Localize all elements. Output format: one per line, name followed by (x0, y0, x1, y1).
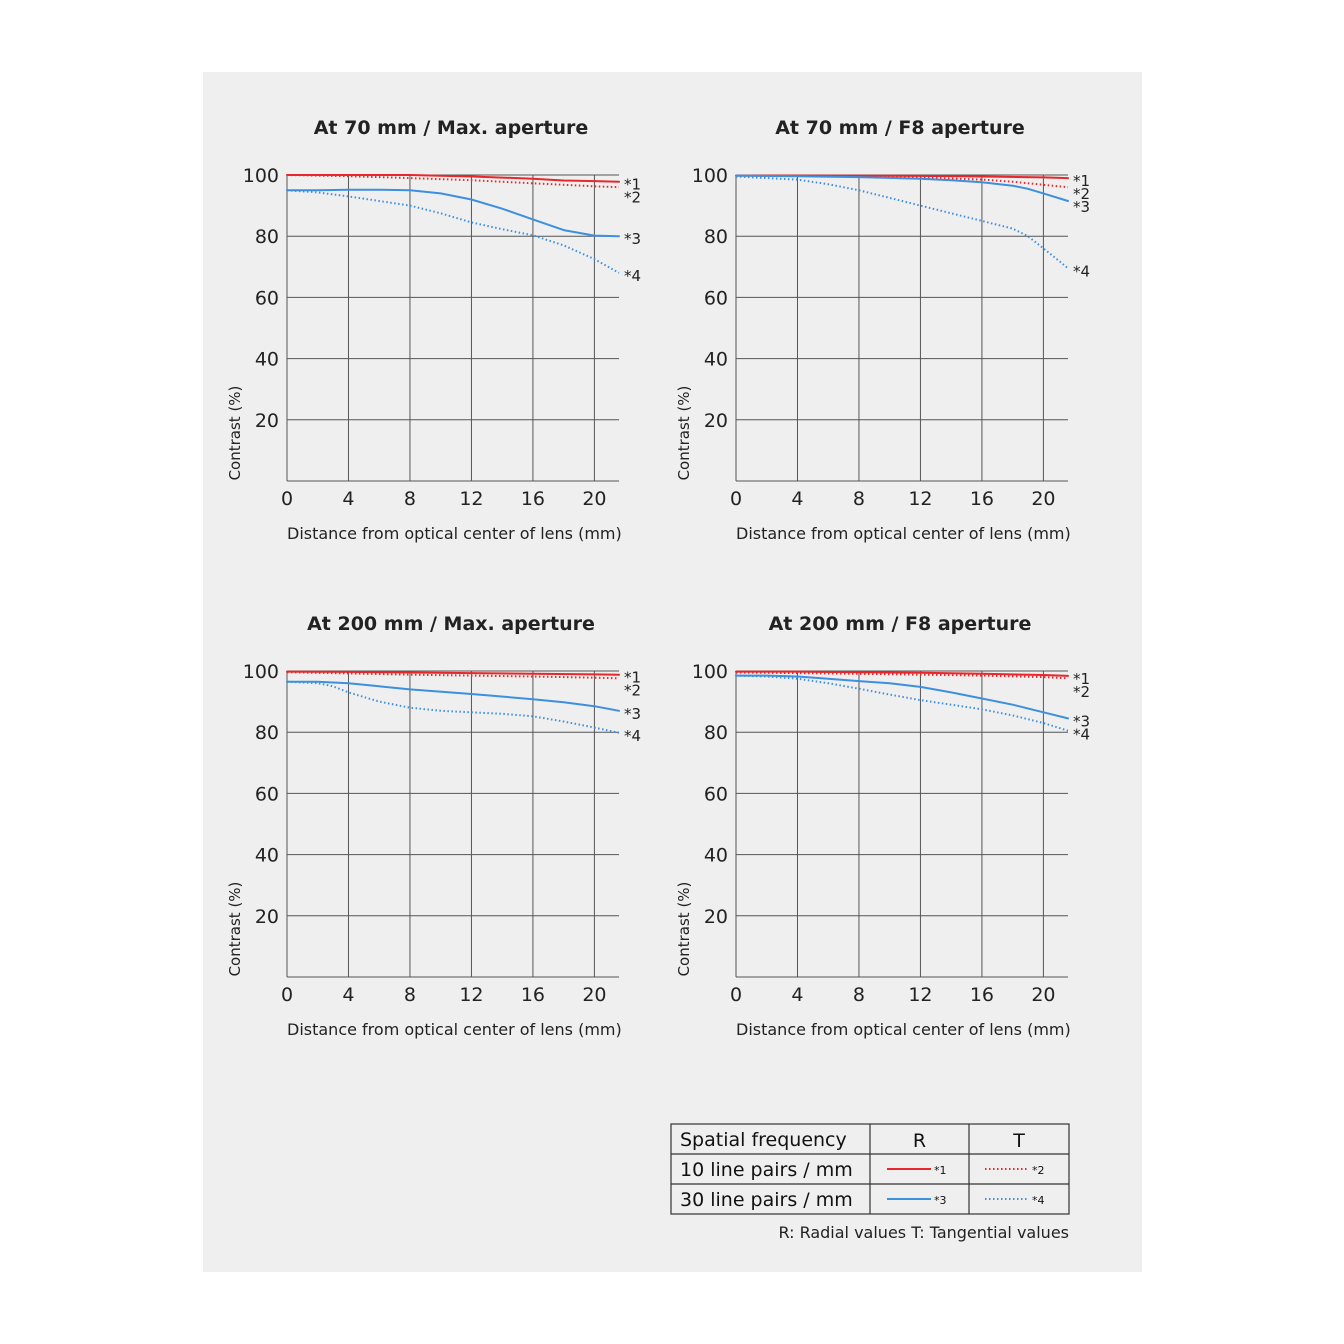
x-tick-label: 4 (342, 984, 355, 1006)
x-axis-label: Distance from optical center of lens (mm) (736, 524, 1071, 543)
x-tick-label: 4 (791, 488, 804, 510)
series-line-mark-3 (287, 682, 619, 711)
y-tick-label: 100 (242, 661, 279, 683)
series-end-label: *2 (624, 188, 642, 207)
legend-mark-tangential: *4 (1032, 1194, 1045, 1207)
legend-header-r: R (912, 1130, 927, 1152)
series-end-label: *1 (624, 668, 642, 687)
x-tick-label: 12 (908, 984, 933, 1006)
series-line-mark-3 (287, 190, 619, 237)
y-tick-label: 20 (703, 409, 728, 432)
x-tick-label: 12 (908, 488, 933, 510)
x-tick-label: 12 (459, 984, 484, 1006)
mtf-chart-2 (675, 117, 1090, 543)
series-end-label: *4 (624, 726, 642, 745)
x-tick-label: 4 (342, 488, 355, 510)
series-end-label: *1 (1073, 172, 1091, 191)
series-end-label: *2 (624, 681, 642, 700)
x-tick-label: 20 (1031, 488, 1056, 510)
x-tick-label: 8 (852, 488, 866, 510)
x-tick-label: 16 (520, 488, 546, 510)
series-line-mark-3 (736, 676, 1068, 719)
mtf-chart-1 (226, 117, 641, 543)
legend-note: R: Radial values T: Tangential values (778, 1223, 1069, 1242)
x-tick-label: 20 (582, 984, 607, 1006)
x-tick-label: 0 (280, 488, 294, 510)
legend-header-t: T (1013, 1130, 1025, 1152)
legend-mark-radial: *3 (934, 1194, 947, 1207)
chart-title: At 200 mm / F8 aperture (768, 613, 1032, 635)
series-line-mark-4 (287, 682, 619, 733)
y-tick-label: 100 (691, 165, 728, 187)
series-line-mark-3 (736, 176, 1068, 201)
legend-mark-tangential: *2 (1032, 1164, 1045, 1177)
x-tick-label: 20 (1031, 984, 1056, 1006)
series-line-mark-4 (736, 177, 1068, 269)
y-tick-label: 100 (242, 165, 279, 187)
y-tick-label: 60 (254, 287, 279, 310)
y-axis-label: Contrast (%) (675, 385, 693, 481)
x-tick-label: 20 (582, 488, 607, 510)
y-axis-label: Contrast (%) (675, 881, 693, 977)
x-tick-label: 0 (280, 984, 294, 1006)
y-tick-label: 60 (703, 287, 728, 310)
x-tick-label: 8 (403, 488, 417, 510)
legend-row-label: 10 line pairs / mm (680, 1159, 853, 1181)
series-end-label: *3 (624, 704, 642, 723)
x-tick-label: 0 (729, 984, 743, 1006)
series-line-mark-1 (287, 672, 619, 675)
series-end-label: *2 (1073, 682, 1091, 701)
series-end-label: *4 (624, 266, 642, 285)
legend-table (671, 1124, 1069, 1214)
y-tick-label: 60 (254, 783, 279, 806)
series-end-label: *4 (1073, 262, 1091, 281)
y-tick-label: 80 (254, 722, 279, 745)
y-tick-label: 40 (703, 348, 728, 371)
x-tick-label: 4 (791, 984, 804, 1006)
x-tick-label: 16 (969, 488, 995, 510)
chart-title: At 200 mm / Max. aperture (307, 613, 595, 635)
series-end-label: *3 (1073, 712, 1091, 731)
y-tick-label: 60 (703, 783, 728, 806)
x-axis-label: Distance from optical center of lens (mm) (287, 1020, 622, 1039)
chart-title: At 70 mm / Max. aperture (313, 117, 589, 139)
x-tick-label: 12 (459, 488, 484, 510)
y-tick-label: 80 (703, 226, 728, 249)
series-end-label: *1 (1073, 669, 1091, 688)
legend-row-label: 30 line pairs / mm (680, 1189, 853, 1211)
y-tick-label: 80 (703, 722, 728, 745)
y-axis-label: Contrast (%) (226, 881, 244, 977)
y-tick-label: 40 (703, 844, 728, 867)
y-tick-label: 20 (703, 905, 728, 928)
y-tick-label: 40 (254, 348, 279, 371)
x-tick-label: 16 (969, 984, 995, 1006)
series-end-label: *3 (1073, 198, 1091, 217)
x-tick-label: 8 (403, 984, 417, 1006)
x-tick-label: 0 (729, 488, 743, 510)
series-end-label: *3 (624, 230, 642, 249)
y-axis-label: Contrast (%) (226, 385, 244, 481)
x-axis-label: Distance from optical center of lens (mm) (287, 524, 622, 543)
chart-title: At 70 mm / F8 aperture (775, 117, 1025, 139)
series-line-mark-1 (287, 175, 619, 182)
series-end-label: *4 (1073, 725, 1091, 744)
mtf-chart-3 (226, 613, 641, 1039)
y-tick-label: 20 (254, 905, 279, 928)
legend-header-label: Spatial frequency (680, 1129, 847, 1151)
legend-mark-radial: *1 (934, 1164, 947, 1177)
x-tick-label: 16 (520, 984, 546, 1006)
series-end-label: *1 (624, 175, 642, 194)
y-tick-label: 20 (254, 409, 279, 432)
y-tick-label: 80 (254, 226, 279, 249)
x-axis-label: Distance from optical center of lens (mm) (736, 1020, 1071, 1039)
y-tick-label: 100 (691, 661, 728, 683)
x-tick-label: 8 (852, 984, 866, 1006)
series-end-label: *2 (1073, 185, 1091, 204)
y-tick-label: 40 (254, 844, 279, 867)
mtf-chart-4 (675, 613, 1090, 1039)
